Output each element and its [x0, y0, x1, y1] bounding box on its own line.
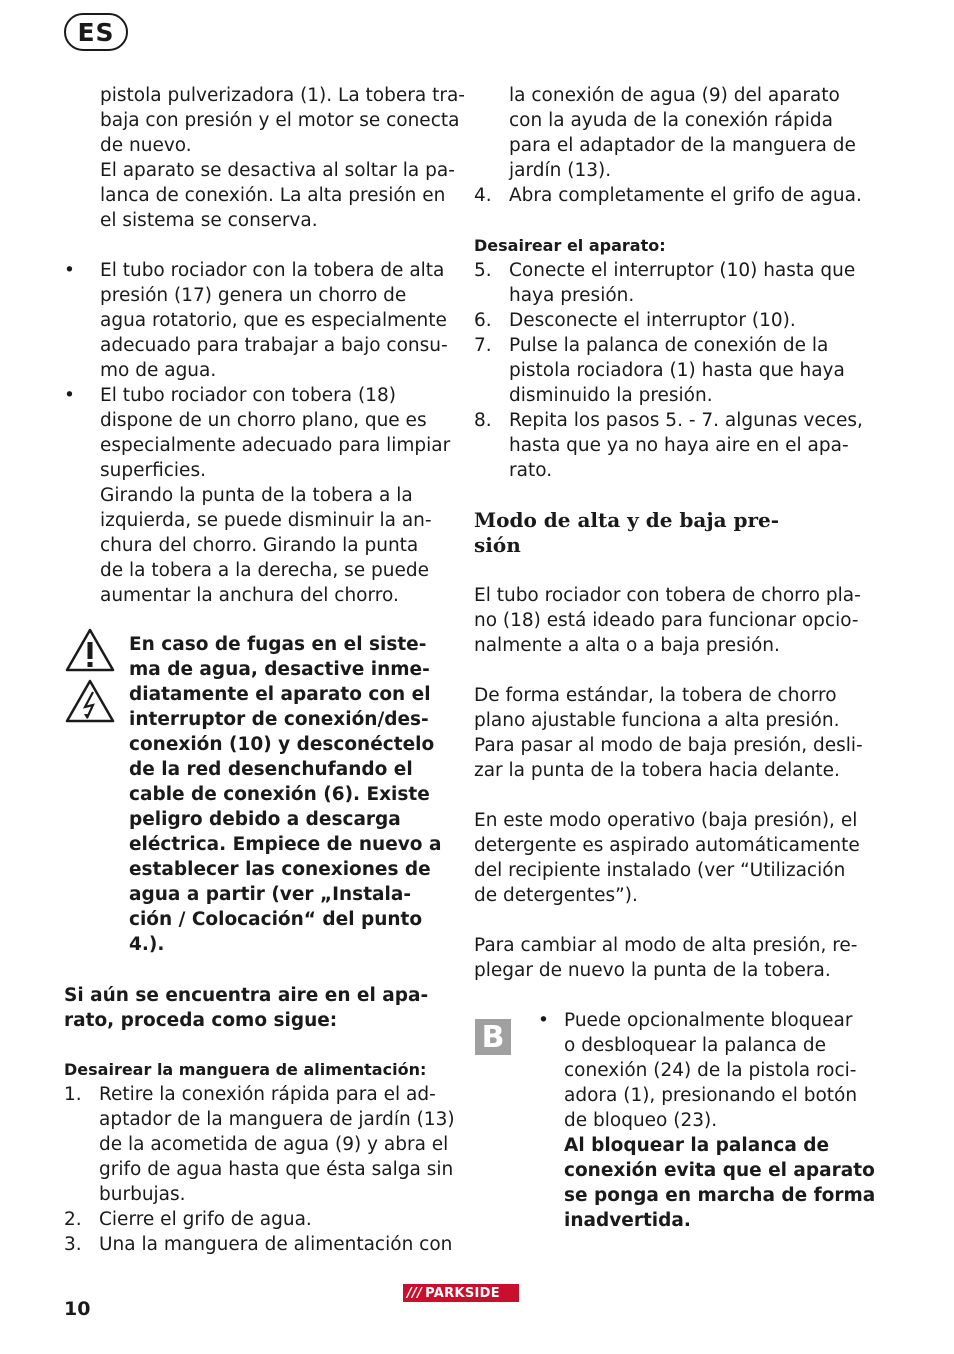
text-line: ma de agua, desactive inme- [129, 659, 430, 680]
text-line: presión (17) genera un chorro de [100, 285, 407, 306]
text-line: dispone de un chorro plano, que es [100, 410, 427, 431]
text-line: pistola pulverizadora (1). La tobera tra- [100, 85, 465, 106]
text-line: de detergentes”). [474, 885, 638, 906]
text-line: sión [474, 533, 521, 557]
step-text-line: Retire la conexión rápida para el ad- [99, 1084, 436, 1105]
text-line: El tubo rociador con tobera de chorro pla- [474, 585, 861, 606]
text-line: de la red desenchufando el [129, 759, 413, 780]
text-line: de nuevo. [100, 135, 192, 156]
text-line: lanca de conexión. La alta presión en [100, 185, 446, 206]
text-line: para el adaptador de la manguera de [509, 135, 856, 156]
step-3-continuation [509, 83, 856, 183]
text-line: conexión (24) de la pistola roci- [564, 1060, 857, 1081]
text-line: jardín (13). [509, 160, 612, 181]
text-line: superficies. [100, 460, 206, 481]
bullet-marker: • [64, 260, 75, 281]
step-text-line: grifo de agua hasta que ésta salga sin [99, 1159, 454, 1180]
warning-triangle-icon [64, 627, 116, 673]
step-number: 7. [474, 335, 492, 356]
step-number: 6. [474, 310, 492, 331]
text-line: inadvertida. [564, 1210, 691, 1231]
bullet-flat-nozzle [100, 383, 450, 608]
text-line: nalmente a alta o a baja presión. [474, 635, 780, 656]
text-line: de bloqueo (23). [564, 1110, 718, 1131]
language-badge: ES [64, 13, 128, 51]
text-line: Para cambiar al modo de alta presión, re- [474, 935, 858, 956]
text-line: el sistema se conserva. [100, 210, 318, 231]
text-line: En este modo operativo (baja presión), el [474, 810, 858, 831]
mode-paragraph-3 [474, 808, 860, 908]
step-text-line: Abra completamente el grifo de agua. [509, 185, 862, 206]
numbered-step [474, 408, 874, 483]
text-line: eléctrica. Empiece de nuevo a [129, 834, 442, 855]
step-number: 5. [474, 260, 492, 281]
step-text-line: rato. [509, 460, 553, 481]
step-text-line: de la acometida de agua (9) y abra el [99, 1134, 449, 1155]
hose-venting-heading: Desairear la manguera de alimentación: [64, 1060, 427, 1079]
figure-b-label: B [475, 1019, 511, 1055]
parkside-logo [403, 1284, 519, 1302]
text-line: El aparato se desactiva al soltar la pa- [100, 160, 455, 181]
bullet-rotary-nozzle [100, 258, 448, 383]
step-text-line: disminuido la presión. [509, 385, 713, 406]
text-line: chura del chorro. Girando la punta [100, 535, 419, 556]
text-line: baja con presión y el motor se conecta [100, 110, 460, 131]
electric-shock-warning-icon [64, 678, 116, 724]
brand-slashes: /// [407, 1285, 423, 1301]
text-line: la conexión de agua (9) del aparato [509, 85, 840, 106]
text-line: se ponga en marcha de forma [564, 1185, 876, 1206]
device-venting-heading: Desairear el aparato: [474, 236, 666, 255]
step-text-line: haya presión. [509, 285, 635, 306]
text-line: 4.). [129, 934, 165, 955]
step-text-line: Repita los pasos 5. - 7. algunas veces, [509, 410, 863, 431]
mode-paragraph-4 [474, 933, 857, 983]
step-number: 3. [64, 1234, 82, 1255]
numbered-step [64, 1232, 464, 1257]
text-line: rato, proceda como sigue: [64, 1010, 338, 1031]
text-line: agua rotatorio, que es especialmente [100, 310, 447, 331]
text-line: adora (1), presionando el botón [564, 1085, 858, 1106]
text-line: del recipiente instalado (ver “Utilización [474, 860, 846, 881]
text-line: Puede opcionalmente bloquear [564, 1010, 853, 1031]
text-line: o desbloquear la palanca de [564, 1035, 826, 1056]
step-number: 1. [64, 1084, 82, 1105]
step-text-line: hasta que ya no haya aire en el apa- [509, 435, 849, 456]
text-line: de la tobera a la derecha, se puede [100, 560, 430, 581]
text-line: ción / Colocación“ del punto [129, 909, 423, 930]
intro-paragraph [100, 83, 465, 233]
text-line: conexión (10) y desconéctelo [129, 734, 435, 755]
brand-name: PARKSIDE [425, 1285, 500, 1301]
hose-steps-list [64, 1082, 464, 1257]
text-line: diatamente el aparato con el [129, 684, 431, 705]
step-4 [474, 183, 874, 208]
text-line: Al bloquear la palanca de [564, 1135, 830, 1156]
text-line: establecer las conexiones de [129, 859, 431, 880]
text-line: conexión evita que el aparato [564, 1160, 875, 1181]
lock-bullet-bold-text [564, 1133, 875, 1233]
text-line: El tubo rociador con la tobera de alta [100, 260, 445, 281]
text-line: plegar de nuevo la punta de la tobera. [474, 960, 831, 981]
step-text-line: burbujas. [99, 1184, 186, 1205]
numbered-step [64, 1207, 464, 1232]
numbered-step [474, 333, 874, 408]
text-line: El tubo rociador con tobera (18) [100, 385, 396, 406]
text-line: peligro debido a descarga [129, 809, 401, 830]
numbered-step [474, 258, 874, 308]
text-line: En caso de fugas en el siste- [129, 634, 427, 655]
text-line: interruptor de conexión/des- [129, 709, 429, 730]
bullet-marker: • [538, 1010, 549, 1031]
step-number: 8. [474, 410, 492, 431]
text-line: no (18) está ideado para funcionar opcio- [474, 610, 859, 631]
mode-paragraph-1 [474, 583, 861, 658]
bullet-marker: • [64, 385, 75, 406]
text-line: cable de conexión (6). Existe [129, 784, 430, 805]
step-text-line: Cierre el grifo de agua. [99, 1209, 312, 1230]
text-line: Girando la punta de la tobera a la [100, 485, 413, 506]
text-line: plano ajustable funciona a alta presión. [474, 710, 840, 731]
step-number: 4. [474, 185, 492, 206]
numbered-step [474, 183, 874, 208]
text-line: Si aún se encuentra aire en el apa- [64, 985, 429, 1006]
warning-text [129, 632, 441, 957]
mode-paragraph-2 [474, 683, 863, 783]
step-text-line: Pulse la palanca de conexión de la [509, 335, 829, 356]
text-line: con la ayuda de la conexión rápida [509, 110, 833, 131]
numbered-step [64, 1082, 464, 1207]
text-line: izquierda, se puede disminuir la an- [100, 510, 432, 531]
text-line: especialmente adecuado para limpiar [100, 435, 451, 456]
text-line: Modo de alta y de baja pre- [474, 508, 780, 532]
text-line: aumentar la anchura del chorro. [100, 585, 399, 606]
step-text-line: Conecte el interruptor (10) hasta que [509, 260, 856, 281]
text-line: mo de agua. [100, 360, 217, 381]
text-line: Para pasar al modo de baja presión, desli- [474, 735, 863, 756]
step-text-line: Una la manguera de alimentación con [99, 1234, 453, 1255]
text-line: adecuado para trabajar a bajo consu- [100, 335, 448, 356]
step-text-line: aptador de la manguera de jardín (13) [99, 1109, 455, 1130]
step-number: 2. [64, 1209, 82, 1230]
page-number: 10 [64, 1298, 91, 1320]
text-line: zar la punta de la tobera hacia delante. [474, 760, 840, 781]
step-text-line: pistola rociadora (1) hasta que haya [509, 360, 845, 381]
air-section-heading [64, 983, 428, 1033]
lock-bullet-text [564, 1008, 857, 1133]
text-line: De forma estándar, la tobera de chorro [474, 685, 837, 706]
mode-section-heading [474, 508, 779, 558]
text-line: agua a partir (ver „Instala- [129, 884, 412, 905]
text-line: detergente es aspirado automáticamente [474, 835, 860, 856]
numbered-step [474, 308, 874, 333]
step-text-line: Desconecte el interruptor (10). [509, 310, 796, 331]
device-steps-list [474, 258, 874, 483]
